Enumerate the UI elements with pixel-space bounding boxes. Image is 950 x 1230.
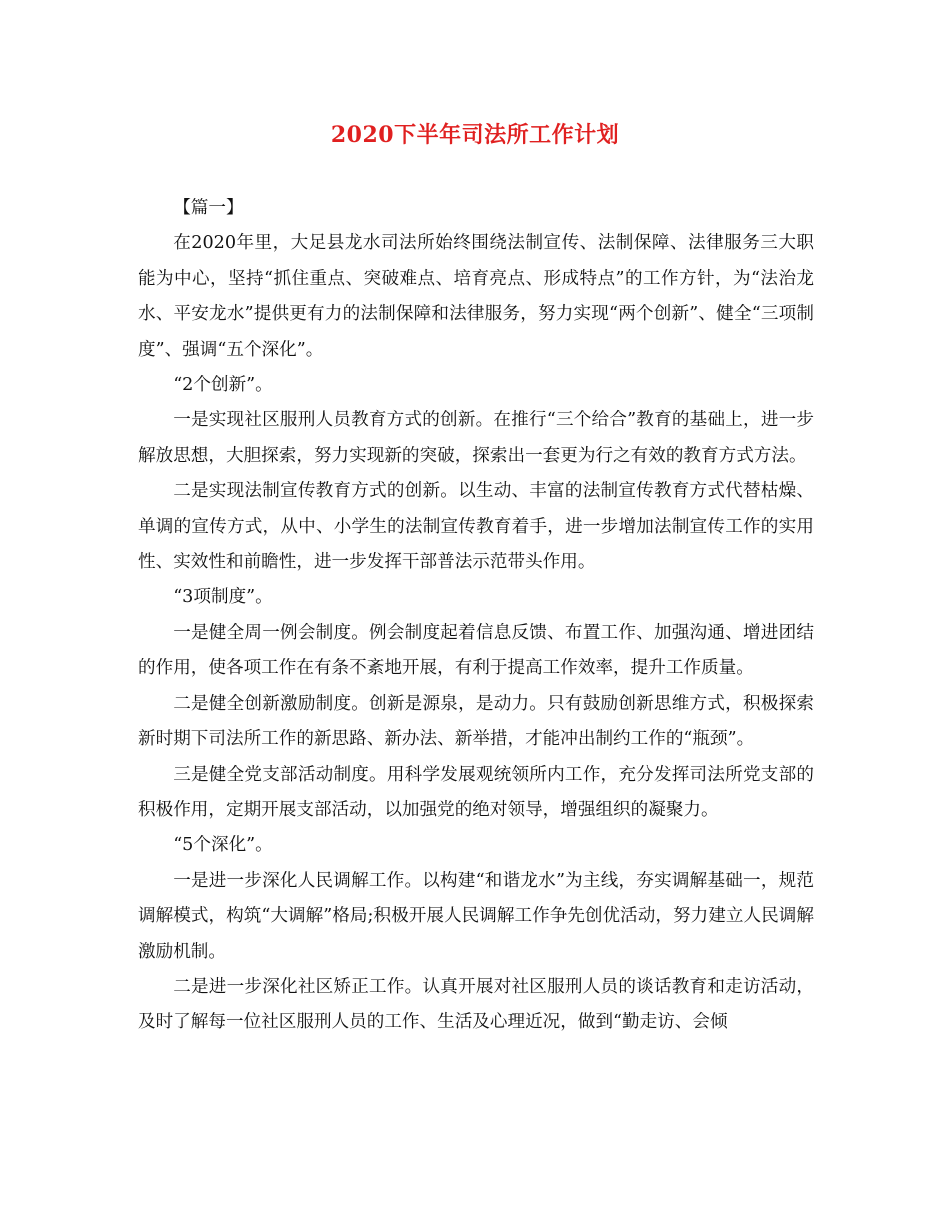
paragraph: 二是进一步深化社区矫正工作。认真开展对社区服刑人员的谈话教育和走访活动，及时了解每一位社区服刑人员的工作、生活及心理近况，做到“勤走访、会倾 bbox=[138, 976, 814, 1033]
document-title: 2020下半年司法所工作计划 bbox=[330, 122, 620, 148]
paragraph: 在2020年里，大足县龙水司法所始终围绕法制宣传、法制保障、法律服务三大职能为中心，坚持“抓住重点、突破难点、培育亮点、形成特点”的工作方针，为“法治龙水、平安龙水”提供更有力的法制保障和法律服务，努力实现“两个创新”、健全“三项制度”、强调“五个深化”。 bbox=[138, 233, 814, 360]
paragraph: 一是实现社区服刑人员教育方式的创新。在推行“三个给合”教育的基础上，进一步解放思想，大胆探索，努力实现新的突破，探索出一套更为行之有效的教育方式方法。 bbox=[138, 410, 814, 466]
section-heading: 【篇一】 bbox=[173, 198, 244, 218]
paragraph: 二是实现法制宣传教育方式的创新。以生动、丰富的法制宣传教育方式代替枯燥、单调的宣传方式，从中、小学生的法制宣传教育着手，进一步增加法制宣传工作的实用性、实效性和前瞻性，进一步发挥干部普法示范带头作用。 bbox=[138, 481, 814, 573]
document-body bbox=[138, 191, 814, 1041]
paragraph: 一是进一步深化人民调解工作。以构建“和谐龙水”为主线，夯实调解基础一，规范调解模式，构筑“大调解”格局;积极开展人民调解工作争先创优活动，努力建立人民调解激励机制。 bbox=[138, 870, 814, 962]
paragraph: 一是健全周一例会制度。例会制度起着信息反馈、布置工作、加强沟通、增进团结的作用，使各项工作在有条不紊地开展，有利于提高工作效率，提升工作质量。 bbox=[138, 622, 814, 679]
paragraph: 二是健全创新激励制度。创新是源泉，是动力。只有鼓励创新思维方式，积极探索新时期下司法所工作的新思路、新办法、新举措，才能冲出制约工作的“瓶颈”。 bbox=[138, 693, 814, 750]
subheading: “2个创新”。 bbox=[173, 375, 273, 396]
paragraph: 三是健全党支部活动制度。用科学发展观统领所内工作，充分发挥司法所党支部的积极作用，定期开展支部活动，以加强党的绝对领导，增强组织的凝聚力。 bbox=[138, 764, 814, 820]
subheading: “5个深化”。 bbox=[173, 835, 273, 856]
subheading: “3项制度”。 bbox=[173, 587, 273, 608]
